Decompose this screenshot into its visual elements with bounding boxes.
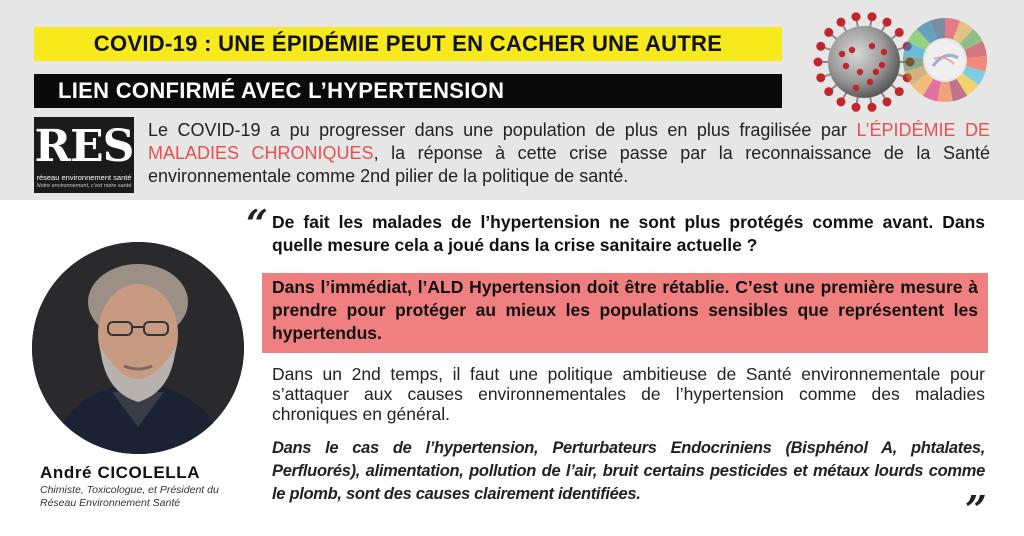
open-quote-mark: “	[246, 201, 268, 246]
author-first-name: André	[40, 463, 93, 482]
answer-highlighted: Dans l’immédiat, l’ALD Hypertension doit être rétablie. C’est une première mesure à prendre pour protéger au mieux les populations sensibles que représentent les hypertendus.	[262, 273, 988, 353]
res-logo	[34, 117, 134, 193]
title-line-1: COVID-19 : UNE ÉPIDÉMIE PEUT EN CACHER UNE AUTRE	[34, 27, 782, 61]
intro-part-1: Le COVID-19 a pu progresser dans une population de plus en plus fragilisée par	[148, 120, 857, 140]
author-last-name: CICOLELLA	[97, 463, 201, 482]
title-line-2: LIEN CONFIRMÉ AVEC L’HYPERTENSION	[34, 74, 782, 108]
intro-text	[148, 119, 990, 188]
logo-letters: RES	[34, 121, 134, 172]
interview-question: De fait les malades de l’hypertension ne sont plus protégés comme avant. Dans quelle mesure cela a joué dans la crise sanitaire actuelle ?	[272, 212, 985, 255]
author-portrait	[32, 242, 244, 454]
answer-regular: Dans un 2nd temps, il faut une politique ambitieuse de Santé environnementale pour s’attaquer aux causes environnementales de l’hypertension comme des maladies chroniques en général.	[272, 364, 985, 424]
intro-highlight: L’ÉPIDÉMIE DE MALADIES CHRONIQUES	[148, 120, 990, 163]
intro-part-2: , la réponse à cette crise passe par la reconnaissance de la Santé environnementale comme 2nd pilier de la politique de santé.	[148, 143, 990, 186]
author-role: Chimiste, Toxicologue, et Président du Réseau Environnement Santé	[40, 484, 219, 509]
author-name	[40, 463, 200, 483]
close-quote-mark: ”	[965, 487, 987, 532]
logo-name: réseau environnement santé	[36, 173, 132, 182]
portrait-illustration	[32, 242, 244, 454]
sdg-wheel-icon	[900, 14, 990, 110]
answer-italic: Dans le cas de l’hypertension, Perturbateurs Endocriniens (Bisphénol A, phtalates, Perfluorés), alimentation, pollution de l’air, bruit certains pesticides et métaux lourds comme le plomb, sont des causes clairement identifiées.	[272, 439, 985, 503]
logo-tagline: Notre environnement, c’est notre santé	[36, 183, 132, 189]
